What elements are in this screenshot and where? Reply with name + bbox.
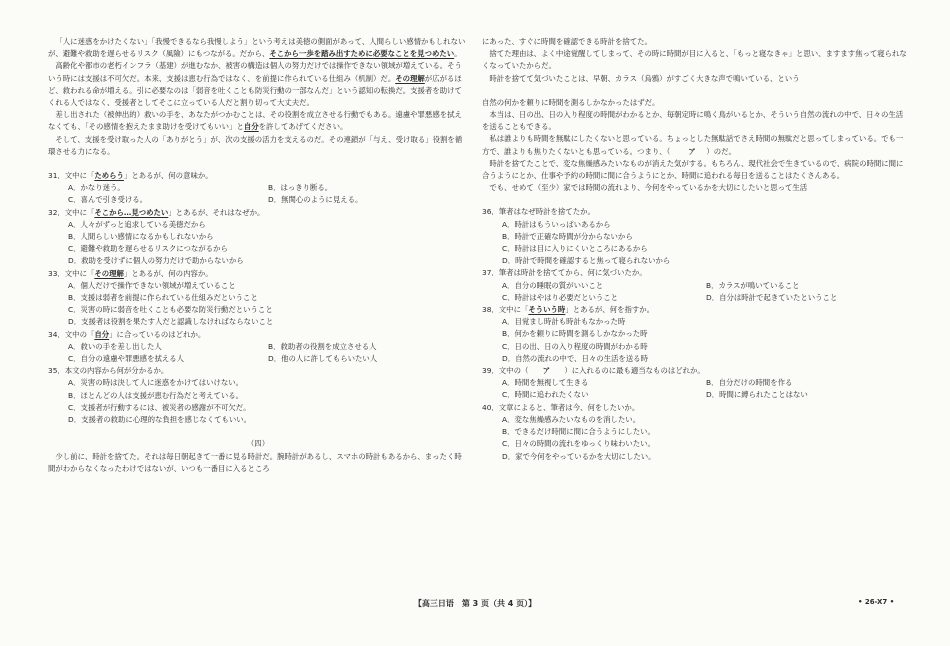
option-b: B．支援は弱者を前提に作られている仕組みだということ	[68, 293, 258, 303]
option-b: B．何かを頼りに時間を測るしかなかった時	[502, 329, 648, 339]
option-c: C．時計はやはり必要だということ	[502, 292, 619, 302]
option-a: A．災害の時は決して人に迷惑をかけてはいけない。	[68, 378, 244, 388]
option-a: A．かなり迷う。	[68, 183, 125, 193]
question-40: 40．文章によると、筆者は今、何をしたいか。 A．変な焦燥感みたいなものを消したい。 B．できるだけ時間に間に合うようにしたい。 C．日々の時間の流れをゆっくり味わいたい。 D．家で今何をやっているかを大切にしたい。	[482, 402, 910, 463]
option-b: B．自分だけの時間を作る	[706, 378, 793, 388]
option-a: A．救いの手を差し出した人	[68, 341, 162, 351]
option-b: B．時計で正確な時間が分からないから	[502, 231, 633, 241]
passage-paragraph: 捨てた理由は、よく中途覚醒してしまって、その時に時間が目に入ると、「もっと寝なきゃ」と思い、ますます焦って寝られなくなっていたからだ。	[482, 49, 907, 71]
passage-paragraph: 時計を捨てて気づいたことは、早朝、カラス（烏鴉）がすごく大きな声で鳴いている、という	[489, 73, 800, 83]
option-a: A．個人だけで操作できない領域が増えていること	[68, 280, 236, 290]
option-d: D．救助を受けずに個人の努力だけで助からないから	[68, 256, 244, 266]
option-d: D．無関心のように見える。	[268, 195, 363, 205]
option-c: C．喜んで引き受ける。	[68, 195, 148, 205]
question-35: 35．本文の内容から何が分かるか。 A．災害の時は決して人に迷惑をかけてはいけない。 B．ほとんどの人は支援が恵む行為だと考えている。 C．支援者が行動するには、被災者の感謝が不可欠だ。 D．支援者の救助に心理的な負担を感じなくてもいい。	[48, 365, 468, 426]
passage-paragraph: そして、支援を受け取った人の「ありがとう」が、次の支援の活力を支えるのだ。その連鎖が「与え、受け取る」役割を循環させる力になる。	[48, 134, 463, 156]
option-a: A．時間を無視して生きる	[502, 378, 589, 388]
exam-code: • 26-X7 •	[858, 598, 895, 606]
question-39: 39．文中の（ ア ）に入れるのに最も適当なものはどれか。 A．時間を無視して生きる B．自分だけの時間を作る C．時間に追われたくない D．時間に縛られたことはない	[482, 365, 910, 402]
section-title: （四）	[246, 439, 270, 449]
option-c: C．時間に追われたくない	[502, 390, 589, 400]
page-footer: 【高三日语 第 3 页（共 4 页）】	[413, 599, 537, 608]
option-a: A．目覚まし時計も時計もなかった時	[502, 317, 626, 327]
option-d: D．他の人に許してもらいたい人	[268, 354, 378, 364]
option-c: C．日の出、日の入り程度の時間がわかる時	[502, 341, 648, 351]
option-d: D．自分は時計で起きていたということ	[706, 292, 838, 302]
option-b: B．救助者の役割を成立させる人	[268, 341, 377, 351]
underlined-phrase: 自分	[243, 122, 259, 132]
option-c: C．日々の時間の流れをゆっくり味わいたい。	[502, 439, 655, 449]
passage-paragraph: 高齢化や都市の老朽インフラ（基建）が進むなか、被害の構造は個人の努力だけでは操作できない領域が増えている。そういう時には支援は不可欠だ。本来、支援は恵む行為ではなく、を前提に作られている仕組み（机制）だ。その理解が広がるほど、救われる命が増える。引に必要なのは「弱音を吐くことも防災行動の一部なんだ」という認知の転換だ。支援者を助けてくれる人ではなく、受援者としてそこに立っている人だと割り切って大丈夫だ。	[48, 61, 462, 108]
passage-paragraph: 自然の何かを頼りに時間を測るしかなかったはずだ。	[482, 97, 660, 107]
underlined-phrase: そこから一歩を踏み出すために必要なことを見つめたい	[269, 49, 455, 59]
question-33: 33．文中に「その理解」とあるが、何の内容か。 A．個人だけで操作できない領域が増えていること B．支援は弱者を前提に作られている仕組みだということ C．災害の時に弱音を吐くことも必要な防災行動だということ D．支援者は役割を果たす人だと認識しなければならないこと	[48, 268, 468, 329]
option-b: B．人間らしい感情になるかもしれないから	[68, 232, 214, 242]
option-a: A．人々がずっと追求している美徳だから	[68, 219, 206, 229]
passage-paragraph: にあった、すぐに時間を確認できる時計を捨てた。	[482, 37, 652, 46]
passage-paragraph: 私は誰よりも時間を無駄にしたくないと思っている。ちょっとした無駄話でさえ時間の無駄だと思ってしまっている。でも一方で、誰よりも焦りたくないとも思っている。つまり、（ ア ）のだ。	[482, 133, 910, 157]
option-d: D．自然の流れの中で、日々の生活を送る時	[502, 353, 648, 363]
left-column	[48, 36, 468, 475]
option-c: C．災害の時に弱音を吐くことも必要な防災行動だということ	[68, 305, 273, 315]
question-31: 31．文中に「ためらう」とあるが、何の意味か。 A．かなり迷う。 B．はっきり断る。 C．喜んで引き受ける。 D．無関心のように見える。	[48, 170, 468, 207]
blank-a: ア	[688, 146, 696, 156]
option-b: B．はっきり断る。	[268, 183, 333, 193]
passage-paragraph: 少し前に、時計を捨てた。それは毎日朝起きて一番に見る時計だ。腕時計があるし、スマホの時計もあるから、まったく時間がわからなくなったわけではないが、いつも一番目に入るところ	[48, 451, 462, 473]
question-38: 38．文中に「そういう時」とあるが、何を指すか。 A．目覚まし時計も時計もなかった時 B．何かを頼りに時間を測るしかなかった時 C．日の出、日の入り程度の時間がわかる時 D．自然の流れの中で、日々の生活を送る時	[482, 304, 910, 365]
passage-paragraph: 時計を捨てたことで、変な焦燥感みたいなものが消えた気がする。もちろん、現代社会で生きているので、病院の時間に間に合うようにとか、仕事や予約の時間に間に合うようにとか、時間に追われる毎日を送ることはたくさんある。	[482, 158, 904, 181]
option-b: B．カラスが鳴いていること	[706, 280, 800, 290]
passage-paragraph: でも、せめて（至少）家では時間の流れより、今何をやっているかを大切にしたいと思って生活	[489, 183, 808, 193]
option-b: B．できるだけ時間に間に合うようにしたい。	[502, 427, 655, 437]
option-c: C．時計は目に入りにくいところにあるから	[502, 244, 648, 254]
question-36: 36．筆者はなぜ時計を捨てたか。 A．時計はもういっぱいあるから B．時計で正確な時間が分からないから C．時計は目に入りにくいところにあるから D．時計で時間を確認すると焦って寝られないから	[482, 206, 910, 267]
option-a: A．自分の睡眠の質がいいこと	[502, 280, 604, 290]
option-c: C．支援者が行動するには、被災者の感謝が不可欠だ。	[68, 402, 251, 412]
passage-paragraph: 本当は、日の出、日の入り程度の時間がわかるとか、毎朝定時に鳴く鳥がいるとか、そういう自然の流れの中で、日々の生活を送ることもできる。	[482, 110, 904, 132]
passage-paragraph: 差し出された（被伸出的）救いの手を、あなたがつかむことは、その役割を成立させる行動でもある。遠慮や罪悪感を拭えなくても、「その感情を抱えたまま助けを受けてもいい」と自分を許してあげてください。	[48, 110, 462, 132]
option-c: C．自分の遠慮や罪悪感を拭える人	[68, 354, 185, 364]
question-32: 32．文中に「そこから…見つめたい」とあるが、それはなぜか。 A．人々がずっと追求している美徳だから B．人間らしい感情になるかもしれないから C．避難や救助を遅らせるリスクにつながるから D．救助を受けずに個人の努力だけで助からないから	[48, 207, 468, 268]
option-d: D．時間に縛られたことはない	[706, 390, 808, 400]
question-34: 34．文中の「自分」に合っているのはどれか。 A．救いの手を差し出した人 B．救助者の役割を成立させる人 C．自分の遠慮や罪悪感を拭える人 D．他の人に許してもらいたい人	[48, 329, 468, 366]
option-d: D．支援者は役割を果たす人だと認識しなければならないこと	[68, 317, 274, 327]
question-37: 37．筆者は時計を捨ててから、何に気づいたか。 A．自分の睡眠の質がいいこと B．カラスが鳴いていること C．時計はやはり必要だということ D．自分は時計で起きていたということ	[482, 267, 910, 304]
passage-paragraph: 「人に迷惑をかけたくない」「我慢できるなら我慢しよう」という考えは美徳の側面があって、人間らしい感情かもしれないが、避難や救助を遅らせるリスク（風險）にもつながる。だから、そこから一歩を踏み出すために必要なことを見つめたい。	[48, 37, 466, 59]
option-d: D．時計で時間を確認すると焦って寝られないから	[502, 256, 671, 266]
option-a: A．変な焦燥感みたいなものを消したい。	[502, 414, 641, 424]
option-b: B．ほとんどの人は支援が恵む行為だと考えている。	[68, 390, 244, 400]
option-a: A．時計はもういっぱいあるから	[502, 219, 611, 229]
option-c: C．避難や救助を遅らせるリスクにつながるから	[68, 244, 228, 254]
underlined-phrase: その理解	[395, 73, 425, 83]
right-column	[482, 36, 910, 463]
option-d: D．家で今何をやっているかを大切にしたい。	[502, 451, 656, 461]
option-d: D．支援者の救助に心理的な負担を感じなくてもいい。	[68, 415, 252, 425]
